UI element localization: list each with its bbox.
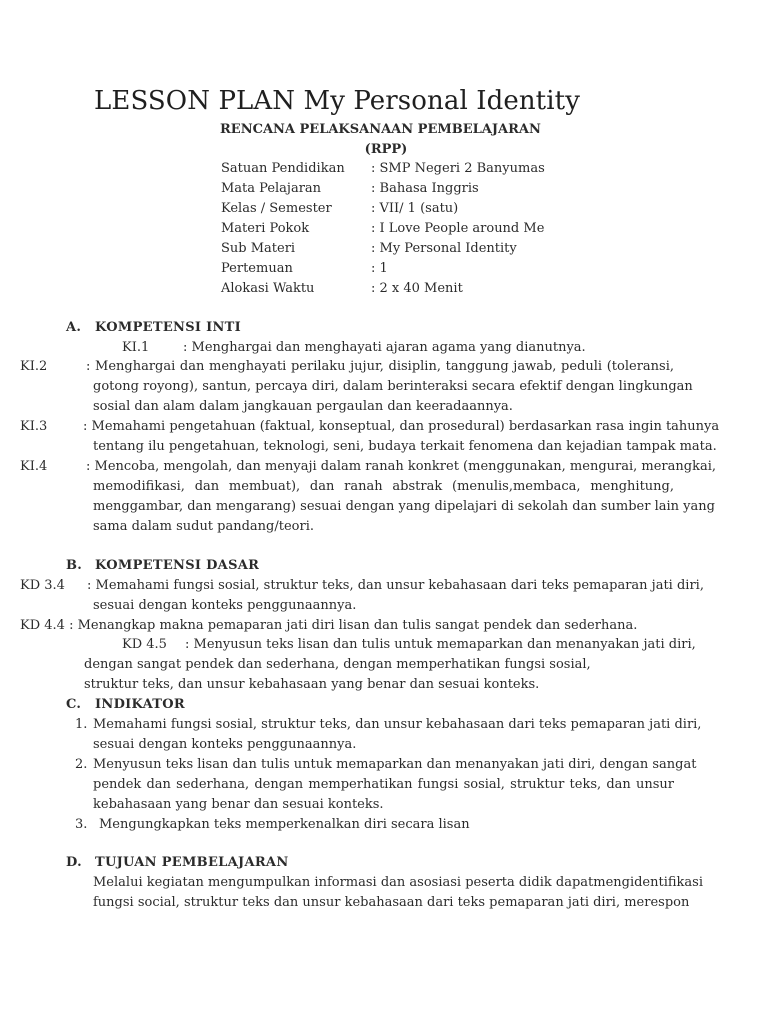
rpp-abbreviation: (RPP) [364, 142, 408, 157]
ki4-line: : Mencoba, mengolah, dan menyaji dalam ranah konkret (menggunakan, mengurai, merangkai, [86, 459, 716, 474]
ki2-line: sosial dan alam dalam jangkauan pergaulan dan keeradaannya. [93, 399, 513, 414]
section-b-letter: B. [66, 558, 83, 573]
kd45-line: : Menyusun teks lisan dan tulis untuk memaparkan dan menanyakan jati diri, [185, 637, 696, 652]
tujuan-line: Melalui kegiatan mengumpulkan informasi dan asosiasi peserta didik dapatmengidentifikasi [93, 875, 704, 890]
kd34-code: KD 3.4 [20, 578, 65, 593]
info-value: : My Personal Identity [371, 241, 517, 256]
section-d-letter: D. [66, 855, 82, 870]
section-c-letter: C. [66, 697, 82, 712]
ki2-line: : Menghargai dan menghayati perilaku jujur, disiplin, tanggung jawab, peduli (toleransi, [86, 359, 674, 374]
kd45-code: KD 4.5 [122, 637, 167, 652]
section-d-title: TUJUAN PEMBELAJARAN [95, 855, 289, 870]
ki3-line: : Memahami pengetahuan (faktual, konseptual, dan prosedural) berdasarkan rasa ingin tahunya [83, 419, 720, 434]
info-value: : I Love People around Me [371, 221, 545, 236]
indikator-line: sesuai dengan konteks penggunaannya. [93, 737, 357, 752]
info-label: Alokasi Waktu [221, 281, 315, 296]
ki1-text: : Menghargai dan menghayati ajaran agama yang dianutnya. [183, 340, 586, 355]
indikator-number: 2. [75, 757, 88, 772]
info-label: Satuan Pendidikan [221, 161, 345, 176]
indikator-line: Menyusun teks lisan dan tulis untuk memaparkan dan menanyakan jati diri, dengan sangat [93, 757, 697, 772]
tujuan-line: fungsi social, struktur teks dan unsur kebahasaan dari teks pemaparan jati diri, merespon [93, 895, 690, 910]
indikator-line: Memahami fungsi sosial, struktur teks, dan unsur kebahasaan dari teks pemaparan jati diri, [93, 717, 702, 732]
indikator-number: 1. [75, 717, 88, 732]
ki4-code: KI.4 [20, 459, 48, 474]
kd45-line: dengan sangat pendek dan sederhana, dengan memperhatikan fungsi sosial, [84, 657, 591, 672]
info-value: : VII/ 1 (satu) [371, 201, 459, 216]
ki4-line: memodifikasi, dan membuat), dan ranah abstrak (menulis,membaca, menghitung, [93, 479, 674, 494]
ki4-line: sama dalam sudut pandang/teori. [93, 519, 315, 534]
indikator-line: kebahasaan yang benar dan sesuai konteks. [93, 797, 384, 812]
section-a-letter: A. [66, 320, 82, 335]
ki3-line: tentang ilu pengetahuan, teknologi, seni, budaya terkait fenomena dan kejadian tampak mata. [93, 439, 717, 454]
ki4-line: menggambar, dan mengarang) sesuai dengan yang dipelajari di sekolah dan sumber lain yang [93, 499, 715, 514]
info-value: : 1 [371, 261, 388, 276]
section-a-title: KOMPETENSI INTI [95, 320, 242, 335]
rpp-heading: RENCANA PELAKSANAAN PEMBELAJARAN [220, 122, 541, 137]
info-value: : 2 x 40 Menit [371, 281, 463, 296]
info-value: : SMP Negeri 2 Banyumas [371, 161, 545, 176]
kd44-line: KD 4.4 : Menangkap makna pemaparan jati diri lisan dan tulis sangat pendek dan sederhana. [20, 618, 638, 633]
indikator-line: Mengungkapkan teks memperkenalkan diri secara lisan [99, 817, 470, 832]
section-c-title: INDIKATOR [95, 697, 185, 712]
ki3-code: KI.3 [20, 419, 48, 434]
indikator-line: pendek dan sederhana, dengan memperhatikan fungsi sosial, struktur teks, dan unsur [93, 777, 674, 792]
ki1-code: KI.1 [122, 340, 150, 355]
info-label: Sub Materi [221, 241, 296, 256]
kd45-line: struktur teks, dan unsur kebahasaan yang benar dan sesuai konteks. [84, 677, 540, 692]
indikator-number: 3. [75, 817, 88, 832]
info-label: Materi Pokok [221, 221, 310, 236]
info-label: Mata Pelajaran [221, 181, 322, 196]
info-value: : Bahasa Inggris [371, 181, 479, 196]
info-label: Kelas / Semester [221, 201, 332, 216]
ki2-line: gotong royong), santun, percaya diri, dalam berinteraksi secara efektif dengan lingkungan [93, 379, 693, 394]
ki2-code: KI.2 [20, 359, 48, 374]
kd34-line: : Memahami fungsi sosial, struktur teks, dan unsur kebahasaan dari teks pemaparan jati diri, [87, 578, 704, 593]
kd34-line: sesuai dengan konteks penggunaannya. [93, 598, 357, 613]
section-b-title: KOMPETENSI DASAR [95, 558, 260, 573]
page-title: LESSON PLAN My Personal Identity [94, 86, 580, 116]
info-label: Pertemuan [221, 261, 293, 276]
